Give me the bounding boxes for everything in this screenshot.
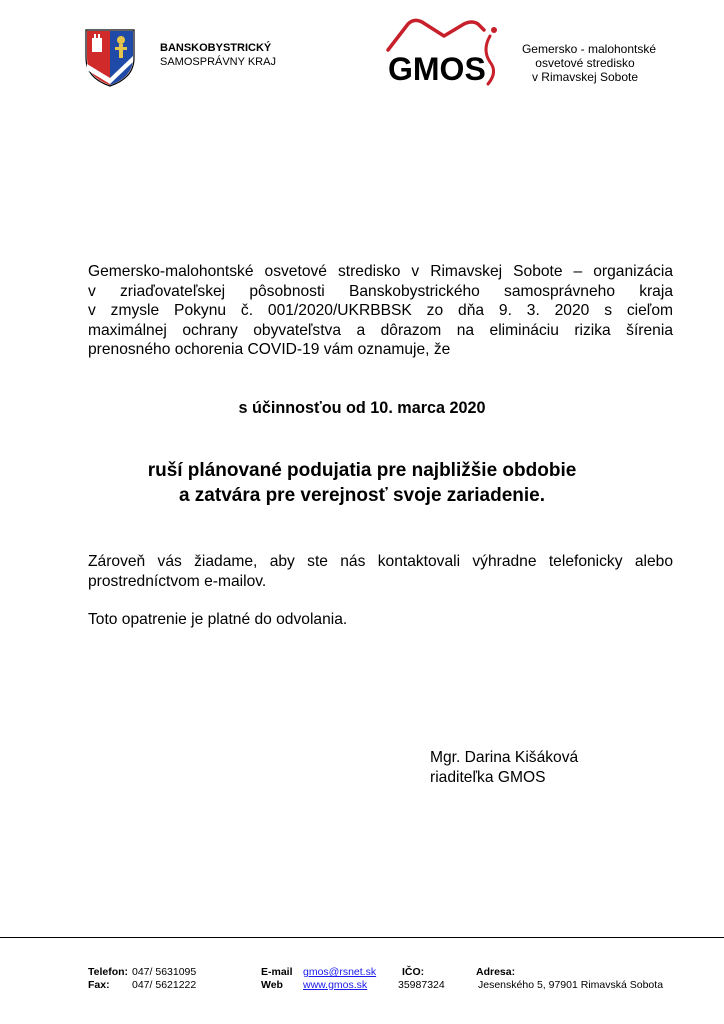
contact-paragraph xyxy=(88,552,673,591)
fax-label: Fax: xyxy=(88,979,110,991)
effective-date-heading: s účinnosťou od 10. marca 2020 xyxy=(238,399,486,417)
gmos-name xyxy=(505,42,665,84)
web-label: Web xyxy=(261,979,283,991)
intro-paragraph xyxy=(88,262,673,360)
ico-label: IČO: xyxy=(402,966,425,978)
intro-line: v zriaďovateľskej pôsobnosti Banskobystrického samosprávneho kraja xyxy=(88,282,673,300)
phone-value: 047/ 5631095 xyxy=(132,966,197,978)
footer-divider xyxy=(0,937,724,938)
intro-line: v zmysle Pokynu č. 001/2020/UKRBBSK zo dňa 9. 3. 2020 s cieľom xyxy=(88,302,673,319)
contact-line: prostredníctvom e-mailov. xyxy=(88,572,267,590)
validity-note: Toto opatrenie je platné do odvolania. xyxy=(88,611,348,628)
email-link[interactable]: gmos@rsnet.sk xyxy=(303,966,377,978)
gmos-name-line2: osvetové stredisko xyxy=(535,56,635,70)
intro-line: maximálnej ochrany obyvateľstva a dôrazom na elimináciu rizika šírenia xyxy=(88,321,673,339)
bbsk-name xyxy=(160,41,276,69)
decision-heading xyxy=(0,458,724,508)
gmos-name-line1: Gemersko - malohontské xyxy=(521,42,657,56)
fax-value: 047/ 5621222 xyxy=(132,979,197,991)
bbsk-name-line1: BANSKOBYSTRICKÝ xyxy=(160,42,272,54)
email-label: E-mail xyxy=(261,966,293,978)
intro-line: prenosného ochorenia COVID-19 vám oznamuje, že xyxy=(88,341,451,358)
gmos-logo xyxy=(386,18,521,90)
bbsk-name-line2: SAMOSPRÁVNY KRAJ xyxy=(160,56,276,68)
bbsk-coat-of-arms xyxy=(84,28,136,88)
signature-block xyxy=(430,748,578,788)
address-value: Jesenského 5, 97901 Rimavská Sobota xyxy=(478,979,664,991)
decision-line2: a zatvára pre verejnosť svoje zariadenie. xyxy=(178,485,546,506)
signatory-title: riaditeľka GMOS xyxy=(430,769,546,786)
decision-line1: ruší plánované podujatia pre najbližšie obdobie xyxy=(147,460,577,481)
signatory-name: Mgr. Darina Kišáková xyxy=(430,749,579,766)
phone-label: Telefon: xyxy=(88,966,129,978)
contact-line: Zároveň vás žiadame, aby ste nás kontaktovali výhradne telefonicky alebo xyxy=(88,553,673,570)
ico-value: 35987324 xyxy=(398,979,445,991)
web-link[interactable]: www.gmos.sk xyxy=(303,979,368,991)
gmos-name-line3: v Rimavskej Sobote xyxy=(531,70,639,84)
address-label: Adresa: xyxy=(476,966,516,978)
intro-line: Gemersko-malohontské osvetové stredisko v Rimavskej Sobote – organizácia xyxy=(88,263,673,280)
gmos-logo-text: GMOS xyxy=(388,51,486,87)
